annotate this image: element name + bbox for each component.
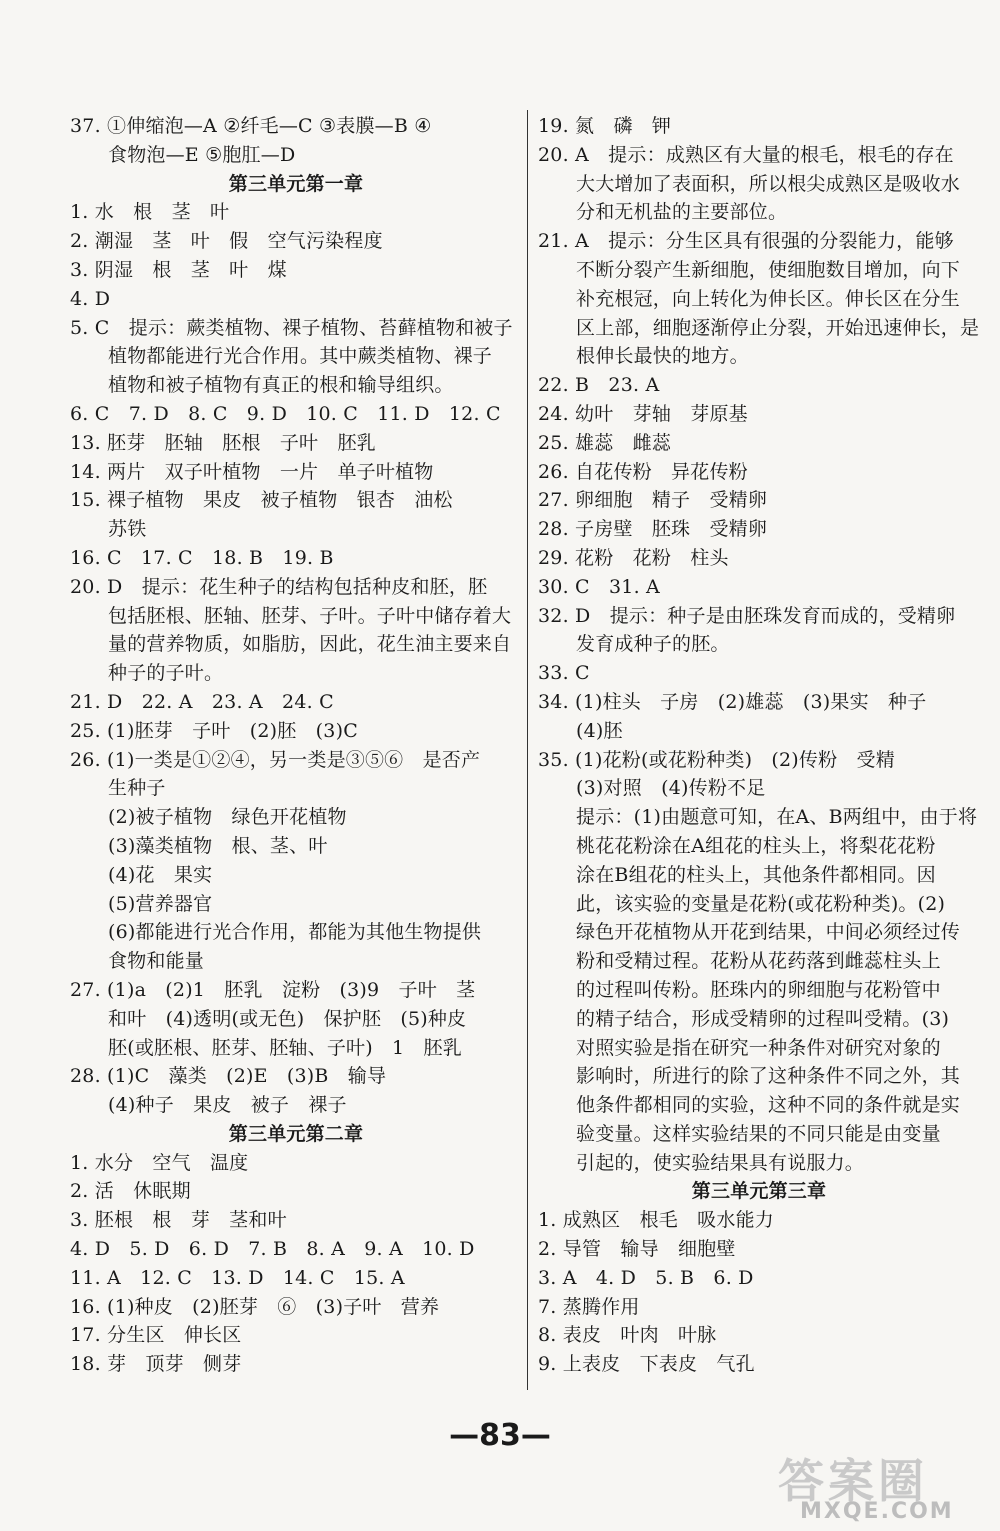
answer-line: 16. (1)种皮 (2)胚芽 ⑥ (3)子叶 营养 — [70, 1295, 440, 1318]
answer-line: 的精子结合，形成受精卵的过程叫受精。(3) — [576, 1007, 950, 1030]
answer-line: 9. 上表皮 下表皮 气孔 — [538, 1353, 755, 1376]
answer-line: 27. 卵细胞 精子 受精卵 — [538, 489, 768, 512]
answer-line: 植物都能进行光合作用。其中蕨类植物、裸子 — [108, 345, 493, 368]
answer-line: (6)都能进行光合作用，都能为其他生物提供 — [108, 921, 482, 944]
answer-line: (4)花 果实 — [108, 863, 213, 886]
answer-line: 胚(或胚根、胚芽、胚轴、子叶) 1 胚乳 — [108, 1036, 462, 1059]
answer-line: 的过程叫传粉。胚珠内的卵细胞与花粉管中 — [576, 978, 941, 1001]
answer-line: 20. A 提示：成熟区有大量的根毛，根毛的存在 — [538, 143, 954, 166]
answer-line: 引起的，使实验结果具有说服力。 — [576, 1151, 865, 1174]
answer-line: 16. C 17. C 18. B 19. B — [70, 546, 334, 569]
answer-line: 21. D 22. A 23. A 24. C — [70, 690, 334, 713]
answer-line: 桃花花粉涂在A组花的柱头上，将梨花花粉 — [576, 834, 936, 857]
section-heading: 第三单元第二章 — [228, 1122, 364, 1145]
answer-line: 26. (1)一类是①②④，另一类是③⑤⑥ 是否产 — [70, 748, 481, 771]
answer-line: 3. A 4. D 5. B 6. D — [538, 1266, 754, 1289]
answer-line: 区上部，细胞逐渐停止分裂，开始迅速伸长，是 — [576, 316, 980, 339]
answer-line: 苏铁 — [108, 518, 147, 541]
answer-line: 1. 成熟区 根毛 吸水能力 — [538, 1209, 774, 1232]
answer-line: 对照实验是指在研究一种条件对研究对象的 — [576, 1036, 941, 1059]
answer-line: 影响时，所进行的除了这种条件不同之外，其 — [576, 1065, 961, 1088]
answer-line: 35. (1)花粉(或花粉种类) (2)传粉 受精 — [538, 748, 895, 771]
answer-line: 1. 水 根 茎 叶 — [70, 201, 230, 224]
answer-line: 28. (1)C 藻类 (2)E (3)B 输导 — [70, 1065, 387, 1088]
answer-line: 量的营养物质，如脂肪，因此，花生油主要来自 — [108, 633, 512, 656]
answer-line: 种子的子叶。 — [108, 662, 224, 685]
answer-line: 33. C — [538, 662, 590, 685]
section-heading: 第三单元第一章 — [228, 172, 364, 195]
answer-line: 15. 裸子植物 果皮 被子植物 银杏 油松 — [70, 489, 453, 512]
answer-line: (2)被子植物 绿色开花植物 — [108, 806, 347, 829]
answer-line: 补充根冠，向上转化为伸长区。伸长区在分生 — [576, 287, 961, 310]
answer-line: 18. 芽 顶芽 侧芽 — [70, 1353, 242, 1376]
answer-line: 1. 水分 空气 温度 — [70, 1151, 249, 1174]
answer-line: 分和无机盐的主要部位。 — [576, 201, 788, 224]
answer-line: 25. 雄蕊 雌蕊 — [538, 431, 672, 454]
answer-line: 2. 潮湿 茎 叶 假 空气污染程度 — [70, 230, 383, 253]
answer-line: 4. D — [70, 287, 111, 310]
answer-line: 生种子 — [108, 777, 166, 800]
watermark-logo — [770, 1445, 990, 1527]
answer-line: 他条件都相同的实验，这种不同的条件就是实 — [576, 1094, 961, 1117]
answer-line: 食物和能量 — [108, 950, 205, 973]
answer-line: 根伸长最快的地方。 — [576, 345, 749, 368]
answer-line: 14. 两片 双子叶植物 一片 单子叶植物 — [70, 460, 434, 483]
answer-line: (4)胚 — [576, 719, 623, 742]
answer-line: 粉和受精过程。花粉从花药落到雌蕊柱头上 — [576, 950, 941, 973]
watermark-url: MXQE.COM — [800, 1499, 954, 1524]
answer-line: 19. 氮 磷 钾 — [538, 115, 672, 137]
answer-line: 20. D 提示：花生种子的结构包括种皮和胚，胚 — [70, 575, 488, 598]
answer-line: 25. (1)胚芽 子叶 (2)胚 (3)C — [70, 719, 358, 742]
watermark-text: 答案圈 — [778, 1454, 928, 1508]
answer-line: 24. 幼叶 芽轴 芽原基 — [538, 402, 748, 425]
right-column — [538, 112, 980, 1379]
answer-line: 22. B 23. A — [538, 374, 660, 397]
answer-line: 28. 子房壁 胚珠 受精卵 — [538, 518, 768, 541]
answer-line: 3. 胚根 根 芽 茎和叶 — [70, 1209, 287, 1232]
answer-line: 2. 活 休眠期 — [70, 1180, 191, 1203]
answer-line: 13. 胚芽 胚轴 胚根 子叶 胚乳 — [70, 431, 376, 454]
answer-line: 食物泡—E ⑤胞肛—D — [108, 143, 296, 166]
answer-line: 29. 花粉 花粉 柱头 — [538, 546, 729, 569]
answer-line: 绿色开花植物从开花到结果，中间必须经过传 — [576, 921, 961, 944]
answer-line: 30. C 31. A — [538, 575, 660, 598]
answer-line: (3)藻类植物 根、茎、叶 — [108, 834, 328, 857]
answer-line: 2. 导管 输导 细胞壁 — [538, 1238, 736, 1261]
answer-line: 3. 阴湿 根 茎 叶 煤 — [70, 258, 287, 281]
answer-line: 植物和被子植物有真正的根和输导组织。 — [108, 374, 454, 397]
answer-line: 34. (1)柱头 子房 (2)雄蕊 (3)果实 种子 — [538, 690, 927, 713]
page-number: —83— — [449, 1418, 551, 1453]
answer-line: 大大增加了表面积，所以根尖成熟区是吸收水 — [576, 172, 961, 195]
answer-line: 5. C 提示：蕨类植物、裸子植物、苔藓植物和被子 — [70, 316, 513, 339]
answer-line: 验变量。这样实验结果的不同只能是由变量 — [576, 1122, 941, 1145]
answer-line: 8. 表皮 叶肉 叶脉 — [538, 1324, 717, 1347]
column-divider — [527, 110, 528, 1390]
answer-line: 包括胚根、胚轴、胚芽、子叶。子叶中储存着大 — [108, 604, 512, 627]
answer-line: 发育成种子的胚。 — [576, 633, 730, 656]
answer-line: 4. D 5. D 6. D 7. B 8. A 9. A 10. D — [70, 1238, 475, 1261]
answer-line: 不断分裂产生新细胞，使细胞数目增加，向下 — [576, 258, 961, 281]
answer-line: (3)对照 (4)传粉不足 — [576, 777, 766, 800]
answer-line: 提示：(1)由题意可知，在A、B两组中，由于将 — [576, 806, 978, 829]
answer-line: 37. ①伸缩泡—A ②纤毛—C ③表膜—B ④ — [70, 115, 432, 137]
answer-line: (5)营养器官 — [108, 892, 213, 915]
answer-line: 11. A 12. C 13. D 14. C 15. A — [70, 1266, 405, 1289]
answer-line: 涂在B组花的柱头上，其他条件都相同。因 — [576, 863, 936, 886]
answer-line: 21. A 提示：分生区具有很强的分裂能力，能够 — [538, 230, 954, 253]
answer-line: 27. (1)a (2)1 胚乳 淀粉 (3)9 子叶 茎 — [70, 978, 476, 1001]
answer-line: 此，该实验的变量是花粉(或花粉种类)。(2) — [576, 892, 946, 915]
left-column — [70, 112, 522, 1379]
answer-line: 和叶 (4)透明(或无色) 保护胚 (5)种皮 — [108, 1007, 467, 1030]
section-heading: 第三单元第三章 — [691, 1180, 827, 1203]
answer-line: 6. C 7. D 8. C 9. D 10. C 11. D 12. C — [70, 402, 501, 425]
answer-line: 32. D 提示：种子是由胚珠发育而成的，受精卵 — [538, 604, 956, 627]
answer-line: 7. 蒸腾作用 — [538, 1295, 640, 1318]
answer-line: 17. 分生区 伸长区 — [70, 1324, 242, 1347]
answer-line: 26. 自花传粉 异花传粉 — [538, 460, 748, 483]
answer-line: (4)种子 果皮 被子 裸子 — [108, 1094, 347, 1117]
